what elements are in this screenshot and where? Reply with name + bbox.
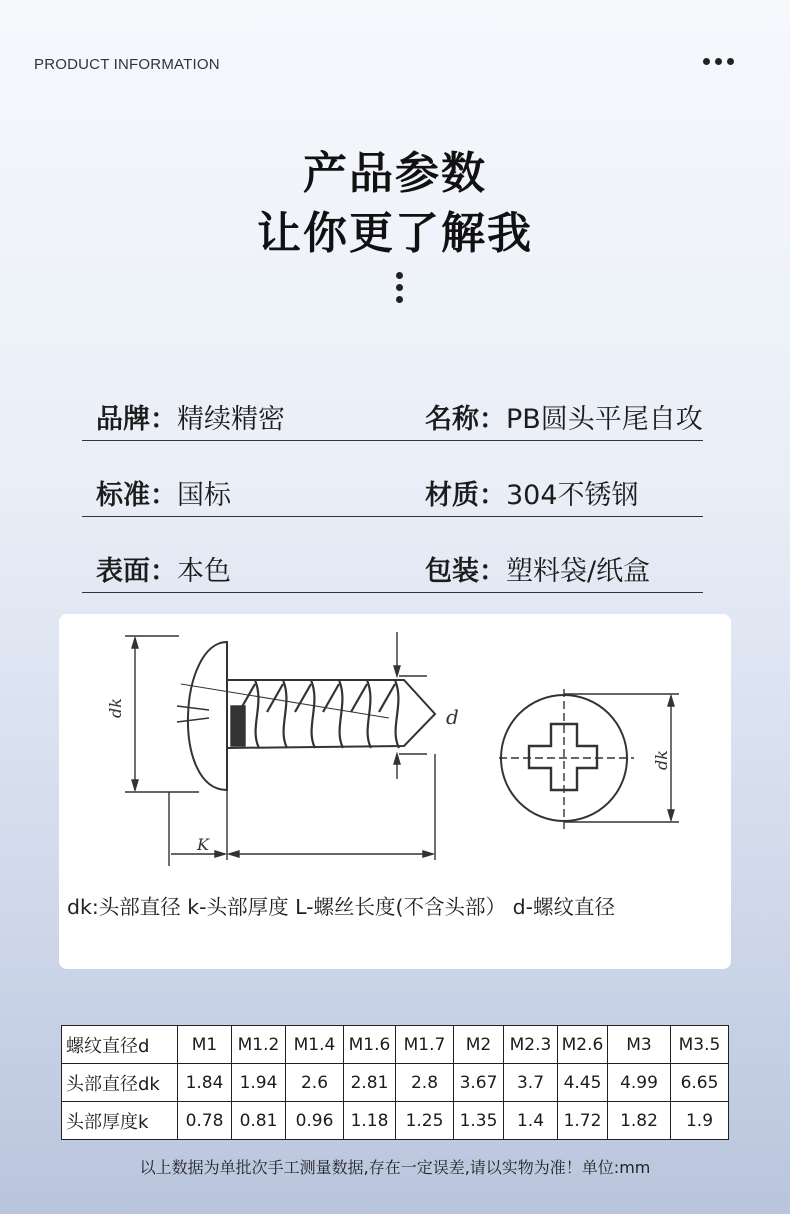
spec-label: 表面：: [96, 556, 177, 587]
table-cell: 2.8: [396, 1064, 454, 1102]
table-cell: 2.81: [344, 1064, 396, 1102]
table-cell: 1.35: [454, 1102, 504, 1140]
dk-label-right: dk: [652, 750, 671, 770]
table-cell: 3.7: [504, 1064, 558, 1102]
spec-label: 包装：: [425, 556, 506, 587]
brand-english-title: PRODUCT INFORMATION: [34, 56, 220, 73]
spec-standard: [96, 473, 231, 512]
d-label: d: [446, 705, 459, 729]
table-cell: 0.96: [286, 1102, 344, 1140]
table-cell: M2.6: [558, 1026, 608, 1064]
table-cell: M1.6: [344, 1026, 396, 1064]
table-cell: 6.65: [671, 1064, 729, 1102]
table-cell: M1: [178, 1026, 232, 1064]
spec-list: [82, 392, 703, 593]
spec-value: 304不锈钢: [506, 480, 639, 511]
table-cell: 4.45: [558, 1064, 608, 1102]
measurement-note: 以上数据为单批次手工测量数据,存在一定误差,请以实物为准！单位:mm: [139, 1158, 651, 1177]
table-cell: 1.9: [671, 1102, 729, 1140]
table-row: [62, 1026, 729, 1064]
spec-name: [425, 397, 703, 436]
top-bar: [34, 54, 756, 76]
table-cell: 1.94: [232, 1064, 286, 1102]
table-cell: M3: [608, 1026, 671, 1064]
spec-value: 塑料袋/纸盒: [506, 556, 651, 587]
table-cell: 1.82: [608, 1102, 671, 1140]
spec-value: 精续精密: [177, 404, 285, 435]
page-title-line1: 产品参数: [303, 148, 487, 199]
dimension-table: [61, 1025, 729, 1140]
spec-packaging: [425, 549, 650, 588]
spec-material: [425, 473, 639, 512]
table-cell: 0.78: [178, 1102, 232, 1140]
screw-technical-drawing: [59, 614, 731, 884]
spec-label: 名称：: [425, 404, 506, 435]
screw-diagram-card: [59, 614, 731, 969]
vertical-dots-icon: [396, 272, 404, 308]
table-cell: 1.25: [396, 1102, 454, 1140]
spec-value: 本色: [177, 556, 231, 587]
table-cell: M1.2: [232, 1026, 286, 1064]
table-cell: M1.4: [286, 1026, 344, 1064]
table-cell: 1.84: [178, 1064, 232, 1102]
table-cell: 0.81: [232, 1102, 286, 1140]
spec-value: PB圆头平尾自攻: [506, 404, 703, 435]
table-cell: 1.4: [504, 1102, 558, 1140]
spec-value: 国标: [177, 480, 231, 511]
spec-label: 标准：: [96, 480, 177, 511]
table-row: [62, 1064, 729, 1102]
table-row-header: 螺纹直径d: [62, 1026, 178, 1064]
table-cell: M2.3: [504, 1026, 558, 1064]
k-label: K: [197, 835, 209, 854]
table-row-header: 头部直径dk: [62, 1064, 178, 1102]
spec-row: [82, 517, 703, 593]
spec-row: [82, 441, 703, 517]
more-dots-icon[interactable]: [703, 58, 734, 65]
spec-brand: [96, 397, 285, 436]
spec-row: [82, 392, 703, 441]
page-title-line2: 让你更了解我: [257, 208, 533, 259]
table-cell: 1.18: [344, 1102, 396, 1140]
table-cell: M2: [454, 1026, 504, 1064]
spec-label: 材质：: [425, 480, 506, 511]
table-cell: M1.7: [396, 1026, 454, 1064]
table-row: [62, 1102, 729, 1140]
table-cell: 4.99: [608, 1064, 671, 1102]
dk-label-left: dk: [106, 698, 125, 718]
table-cell: 1.72: [558, 1102, 608, 1140]
spec-surface: [96, 549, 231, 588]
table-cell: 3.67: [454, 1064, 504, 1102]
spec-label: 品牌：: [96, 404, 177, 435]
table-cell: M3.5: [671, 1026, 729, 1064]
diagram-legend: dk:头部直径 k-头部厚度 L-螺丝长度(不含头部） d-螺纹直径: [67, 895, 615, 919]
table-cell: 2.6: [286, 1064, 344, 1102]
table-row-header: 头部厚度k: [62, 1102, 178, 1140]
